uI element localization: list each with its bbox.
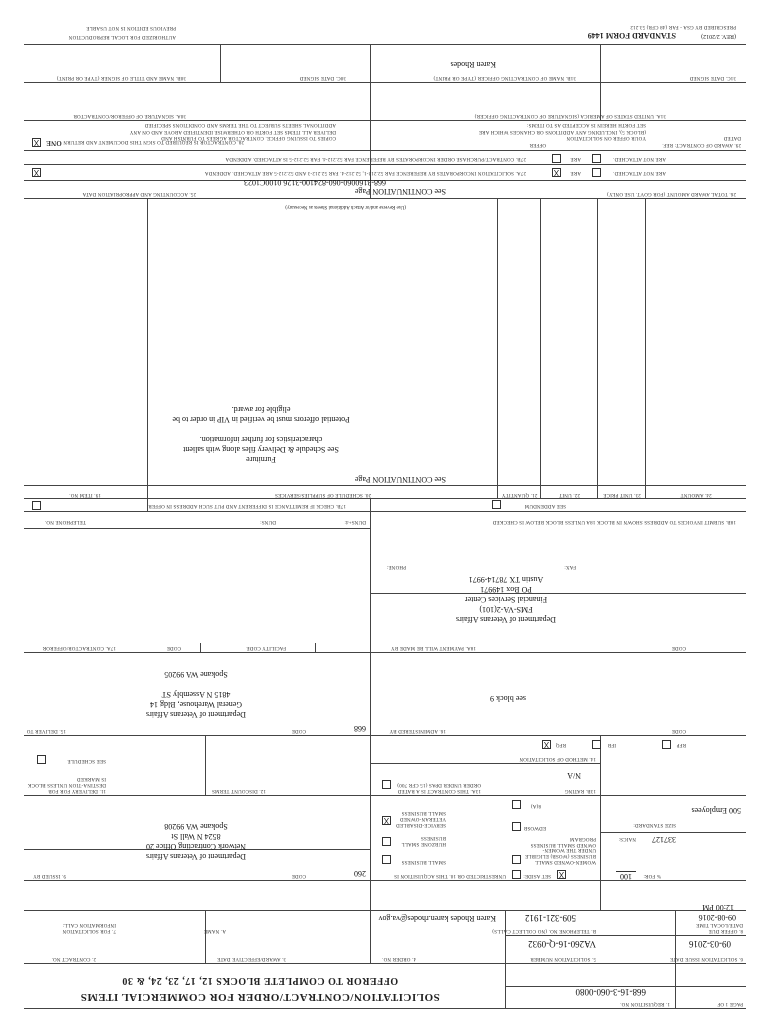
accounting-label: 25. ACCOUNTING AND APPROPRIATION DATA [82,191,196,196]
28-text: COPIES TO ISSUING OFFICE. CONTRACTOR AGREES TO FURNISH AND DELIVER ALL ITEMS SET FORTH OR OTHERWISE IDENTIFIED ABOVE AND ON ANY ADDITIONAL SHEETS SUBJECT TO THE TERMS AND CONDITIONS SPECIFIED [129,122,336,140]
rule-row17b [24,511,746,512]
duns-label: DUNS: [259,519,276,524]
form-title: SOLICITATION/CONTRACT/ORDER FOR COMMERCIAL ITEMS [80,991,440,1003]
naics-value: 337127 [652,835,676,844]
set-aside-checkbox[interactable]: X [558,870,565,879]
deliver-to-label: 15. DELIVER TO [26,728,66,733]
vrule-award [205,911,206,964]
vrule-qty [497,199,498,499]
contract-label: 2. CONTRACT NO. [51,956,96,961]
rule-row17 [24,652,746,653]
rule-28 [24,150,746,151]
29-offer: OFFER [529,142,546,147]
30c-label: 30C. DATE SIGNED [299,75,346,80]
schedule-description: Furniture See Schedule & Delivery files along with salient characteristics for further information. Potential offerors must be verified in VIP in order to be eligible for award. [172,405,350,464]
form-subtitle: OFFEROR TO COMPLETE BLOCKS 12, 17, 23, 24, & 30 [121,975,399,986]
footer-sf1449: STANDARD FORM 1449 [587,31,676,40]
vrule-unit [540,199,541,499]
sol-num-value: VA260-16-Q-0932 [528,939,596,949]
dpas-label: 13A. THIS CONTRACT IS A RATED ORDER UNDER DPAS (15 CFR 700) [397,782,481,793]
27b-are-not-checkbox[interactable] [592,154,601,163]
27a-are-label: ARE [570,170,581,175]
delivery-fob-label: 11. DELIVERY FOR FOB DESTINA-TION UNLESS BLOCK IS MARKED [27,776,106,793]
amount-header: 24. AMOUNT [680,492,712,497]
vrule-mid-c [370,45,371,199]
vrule-discount [205,736,206,796]
footer-prev: PREVIOUS EDITION IS NOT USABLE [86,25,176,30]
31a-label: 31A. UNITED STATES OF AMERICA (SIGNATURE OF CONTRACTING OFFICER) [474,113,666,118]
rating-value: N/A [567,771,581,780]
hubzone-label: HUBZONE SMALL BUSINESS [401,835,446,846]
payment-address: Department of Veterans Affairs FMS-VA-2(101) Financial Services Center PO Box 149971 Austin TX 78714-9971 [456,575,556,624]
vrule-mid-b [370,499,371,796]
facility-code-label: FACILITY CODE [246,645,286,650]
set-aside-label: SET ASIDE: [523,873,551,878]
rule-row15 [24,735,746,736]
vrule-item [147,199,148,512]
pay-phone-label: PHONE: [386,564,406,569]
rfq-label: RFQ [555,742,566,747]
phone-value: 509-321-1912 [525,913,576,923]
reverse-note: (Use Reverse and/or Attach Additional Sheets as Necessary) [285,204,406,209]
rfp-checkbox[interactable] [662,740,671,749]
deliver-code-label: CODE [291,728,306,733]
27b-are-label: ARE [570,156,581,161]
sdvosb-label: SERVICE-DISABLED VETERAN-OWNED SMALL BUSINESS [395,810,446,827]
rule-30b [24,82,746,83]
info-call-label: 7. FOR SOLICITATION INFORMATION CALL: [62,921,116,933]
duns4-label: DUNS+4: [344,519,366,524]
req-label: 1. REQUISITION NO. [620,1001,670,1006]
deliver-to-address: Department of Veterans Affairs General Warehouse, Bldg 14 4815 N Assembly ST Spokane WA 99205 [146,670,246,719]
31b-value: Karen Rhodes [450,60,496,69]
hubzone-checkbox[interactable] [382,837,391,846]
27b-are-not-label: ARE NOT ATTACHED. [612,156,666,161]
30b-label: 30B. NAME AND TITLE OF SIGNER (TYPE OR PRINT) [56,75,186,80]
payment-label: 18A. PAYMENT WILL BE MADE BY [390,645,476,650]
29-title: 29. AWARD OF CONTRACT: REF. [662,142,741,147]
31c-label: 31C. DATE SIGNED [689,75,736,80]
30a-label: 30A. SIGNATURE OF OFFEROR/CONTRACTOR [73,113,186,118]
schedule-continuation: See CONTINUATION Page [354,475,446,484]
rfp-label: RFP [676,742,686,747]
vrule-date30 [220,45,221,83]
size-std-value: 500 Employees [691,806,741,815]
27b-text: 27B. CONTRACT/PURCHASE ORDER INCORPORATES BY REFERENCE FAR 52.212-4. FAR 52.212-5 IS ATTACHED. ADDENDA [225,156,526,161]
discount-label: 12. DISCOUNT TERMS [211,788,266,793]
sf1449-form [24,13,746,1009]
small-business-checkbox[interactable] [382,855,391,864]
small-business-label: SMALL BUSINESS [401,859,446,864]
total-award-label: 26. TOTAL AWARD AMOUNT (FOR GOVT. USE ONLY) [606,191,736,196]
page-label: PAGE 1 OF [717,1001,743,1006]
addendum-checkbox[interactable] [492,500,501,509]
ifb-checkbox[interactable] [592,740,601,749]
rule-row11 [24,795,746,796]
issue-date-value: 09-03-2016 [689,939,731,949]
edwosb-label: EDWOSB [523,825,546,830]
29-text: YOUR OFFER ON SOLICITATION (BLOCK 5), INCLUDING ANY ADDITIONS OR CHANGES WHICH ARE SET FORTH HEREIN IS ACCEPTED AS TO ITEMS: [478,122,646,140]
desc-header: 20. SCHEDULE OF SUPPLIES/SERVICES [274,492,372,497]
contractor-label: 17A. CONTRACTOR/OFFEROR [42,645,116,650]
vrule-date31 [600,45,601,121]
remittance-checkbox[interactable] [32,501,41,510]
rule-bottom [24,44,746,45]
vrule-code17 [200,643,201,653]
due-label: 8. OFFER DUE DATE/LOCAL TIME [695,922,743,933]
27a-are-checkbox[interactable]: X [553,168,560,177]
rule-row2 [24,963,746,964]
vrule-amount [645,199,646,499]
rule-row9 [24,880,746,881]
deliver-code-value: 668 [354,724,366,733]
see-schedule-label: SEE SCHEDULE [67,758,106,763]
rule-row7 [24,910,746,911]
method-label: 14. METHOD OF SOLICITATION [519,756,596,761]
vrule-price [597,199,598,499]
phone-label: B. TELEPHONE NO. (NO COLLECT CALLS) [492,928,596,933]
order-label: 4. ORDER NO. [381,956,416,961]
vrule-req [505,911,506,1009]
payment-code-label: CODE [671,645,686,650]
issued-by-address: Department of Veterans Affairs Network Contracting Office 20 8524 N Wall St Spokane WA 99208 [145,822,247,861]
footer-prescribed: PRESCRIBED BY GSA - FAR (48 CFR) 53.212 [630,24,736,29]
item-no-header: 19. ITEM NO. [69,492,101,497]
unrestricted-checkbox[interactable] [512,870,521,879]
wosb-label: WOMEN-OWNED SMALL BUSINESS (WOSB) ELIGIBLE UNDER THE WOMEN-OWNED SMALL BUSINESS PROGRAM [524,836,596,864]
27b-are-checkbox[interactable] [552,154,561,163]
issue-date-label: 6. SOLICITATION ISSUE DATE [669,956,743,961]
rating-label: 13B. RATING [564,788,596,793]
rule-acct [24,198,746,199]
naics-label: NAICS: [618,836,636,841]
dpas-checkbox[interactable] [382,780,391,789]
admin-code-label: CODE [671,728,686,733]
rule-rating [371,763,601,764]
28-checkbox[interactable]: X [33,138,40,147]
due-time: 12:00 PM [702,903,734,912]
sdvosb-checkbox[interactable]: X [383,816,390,825]
unrestricted-label: UNRESTRICTED OR [457,873,506,878]
vrule-mid-a [370,796,371,964]
admin-value: see block 9 [490,694,526,703]
28-copies: ONE [46,139,62,147]
addendum-label: SEE ADDENDUM [524,503,566,508]
rule-schedule-head [24,498,746,499]
issued-by-label: 9. ISSUED BY [32,873,66,878]
issued-code-label: CODE [291,873,306,878]
footer-rev: (REV. 2/2012) [701,33,736,39]
name-label: A. NAME [203,928,226,933]
27a-are-not-checkbox[interactable] [592,168,601,177]
contractor-code-label: CODE [166,645,181,650]
rule-27b [24,164,746,165]
rule-solnum [506,935,746,936]
ifb-label: IFB [607,742,616,747]
27a-checkbox[interactable]: X [33,168,40,177]
acq-label: 10. THIS ACQUISITION IS [393,873,456,878]
rule-naics [601,832,746,833]
edwosb-checkbox[interactable] [512,822,521,831]
wosb-checkbox[interactable] [512,855,521,864]
admin-label: 16. ADMINISTERED BY [389,728,446,733]
due-date: 09-08-2016 [698,913,736,922]
31b-label: 31B. NAME OF CONTRACTING OFFICER (TYPE OR PRINT) [433,75,576,80]
27a-are-not-label: ARE NOT ATTACHED. [612,170,666,175]
rule-duns [24,528,371,529]
sol-num-label: 5. SOLICITATION NUMBER [530,956,596,961]
size-std-label: SIZE STANDARD: [633,822,676,827]
8a-label: 8(A) [530,803,541,808]
accounting-value: 668-3160060-060-824100-3126 0100C1023 [244,178,386,187]
issued-code-value: 260 [354,869,366,878]
accounting-continuation: See CONTINUATION Page [354,187,446,196]
name-value: Karen Rhodes karen.rhodes@va.gov [378,914,496,923]
8a-checkbox[interactable] [512,800,521,809]
vrule-naics [600,736,601,911]
see-schedule-checkbox[interactable] [37,755,46,764]
req-value: 668-16-3-060-0080 [575,987,646,997]
rule-top [24,1008,746,1009]
qty-header: 21. QUANTITY [501,492,538,497]
unit-header: 22. UNIT [558,492,581,497]
pay-fax-label: FAX: [564,564,576,569]
contractor-phone-label: TELEPHONE NO. [44,519,86,524]
price-header: 23. UNIT PRICE [603,492,641,497]
rule-schedule-sub [24,485,746,486]
award-date-label: 3. AWARD/EFFECTIVE DATE [216,956,286,961]
28-lead-text: 28. CONTRACTOR IS REQUIRED TO SIGN THIS DOCUMENT AND RETURN [63,139,245,144]
submit-invoice-label: 18B. SUBMIT INVOICES TO ADDRESS SHOWN IN BLOCK 18A UNLESS BLOCK BELOW IS CHECKED [492,519,736,524]
29-dated: DATED [723,135,741,140]
pct-label: % FOR: [643,873,661,878]
remittance-label: 17B. CHECK IF REMITTANCE IS DIFFERENT AND PUT SUCH ADDRESS IN OFFER [148,503,346,508]
pct-value: 100 [616,871,636,881]
vrule-facility [315,643,316,653]
27a-text: 27A. SOLICITATION INCORPORATES BY REFERENCE FAR 52.212-1, 52.212-4. FAR 52.212-3 AND 52.212-5 ARE ATTACHED. ADDENDA [204,170,526,175]
rfq-checkbox[interactable]: X [543,740,550,749]
footer-auth: AUTHORIZED FOR LOCAL REPRODUCTION [68,34,176,39]
